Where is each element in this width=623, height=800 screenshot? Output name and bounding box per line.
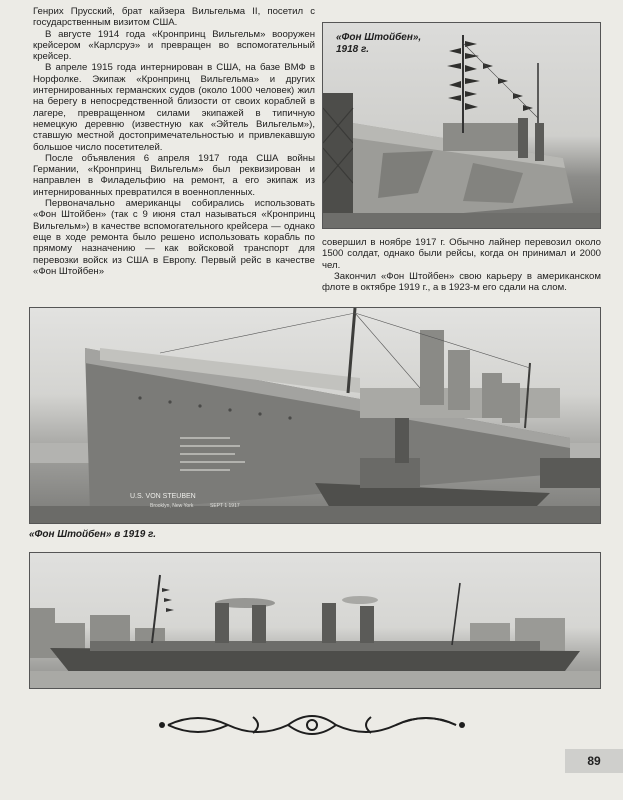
paragraph: В апреле 1915 года интернирован в США, на базе ВМФ в Норфолке. Экипаж «Кронпринц Вильгельма» и других интернированных германских судов (около 1000 человек) жил на берегу в непосредственной близости от своих кораблей в лагере, превращенном силами экипажей в типичную немецкую деревню (известную как «Эйтель Вильгельм»), ставшую местной достопримечательностью и привлекавшую большое число посетителей. [33,62,315,153]
caption-line: 1918 г. [336,44,370,55]
paragraph: совершил в ноябре 1917 г. Обычно лайнер перевозил около 1500 солдат, однако были рейсы, когда он принимал и 2000 чел. [322,237,601,271]
page-number: 89 [565,749,623,773]
ship-tug-illustration [30,308,600,523]
photo1-caption [336,32,446,56]
hull-date: SEPT 1 1917 [210,503,240,509]
left-text-column [33,6,315,277]
photo2-caption: «Фон Штойбен» в 1919 г. [29,529,157,540]
paragraph: После объявления 6 апреля 1917 года США войны Германии, «Кронпринц Вильгельм» был реквизирован и направлен в Филадельфию на ремонт, а его экипаж из интернированных превратился в военнопленных. [33,152,315,198]
paragraph: Закончил «Фон Штойбен» свою карьеру в американском флоте в октябре 1919 г., а в 1923-м его сдали на слом. [322,270,601,294]
paragraph: Генрих Прусский, брат кайзера Вильгельма II, посетил с государственным визитом США. [33,6,315,29]
paragraph: Первоначально американцы собирались использовать «Фон Штойбен» (так с 9 июня стал называться «Кронпринц Вильгельм») в качестве вспомогательного крейсера — однако еще в ходе ремонта было решено использовать корабль по прямому назначению — как войсковой транспорт для перевозки войск из США в Европу. Первый рейс в качестве «Фон Штойбен» [33,198,315,277]
photo-ship-with-tug [29,307,601,524]
hull-sub: Brooklyn, New York [150,503,194,509]
photo-ship-underway [29,552,601,689]
paragraph: В августе 1914 года «Кронпринц Вильгельм» вооружен крейсером «Карлсруэ» и превращен во вспомогательный крейсер. [33,28,315,63]
right-text-column [322,237,601,293]
decorative-ornament-icon [158,705,466,745]
hull-lettering: U.S. VON STEUBEN [130,493,196,500]
caption-line: «Фон Штойбен», [336,32,422,43]
ship-underway-illustration [30,553,600,688]
